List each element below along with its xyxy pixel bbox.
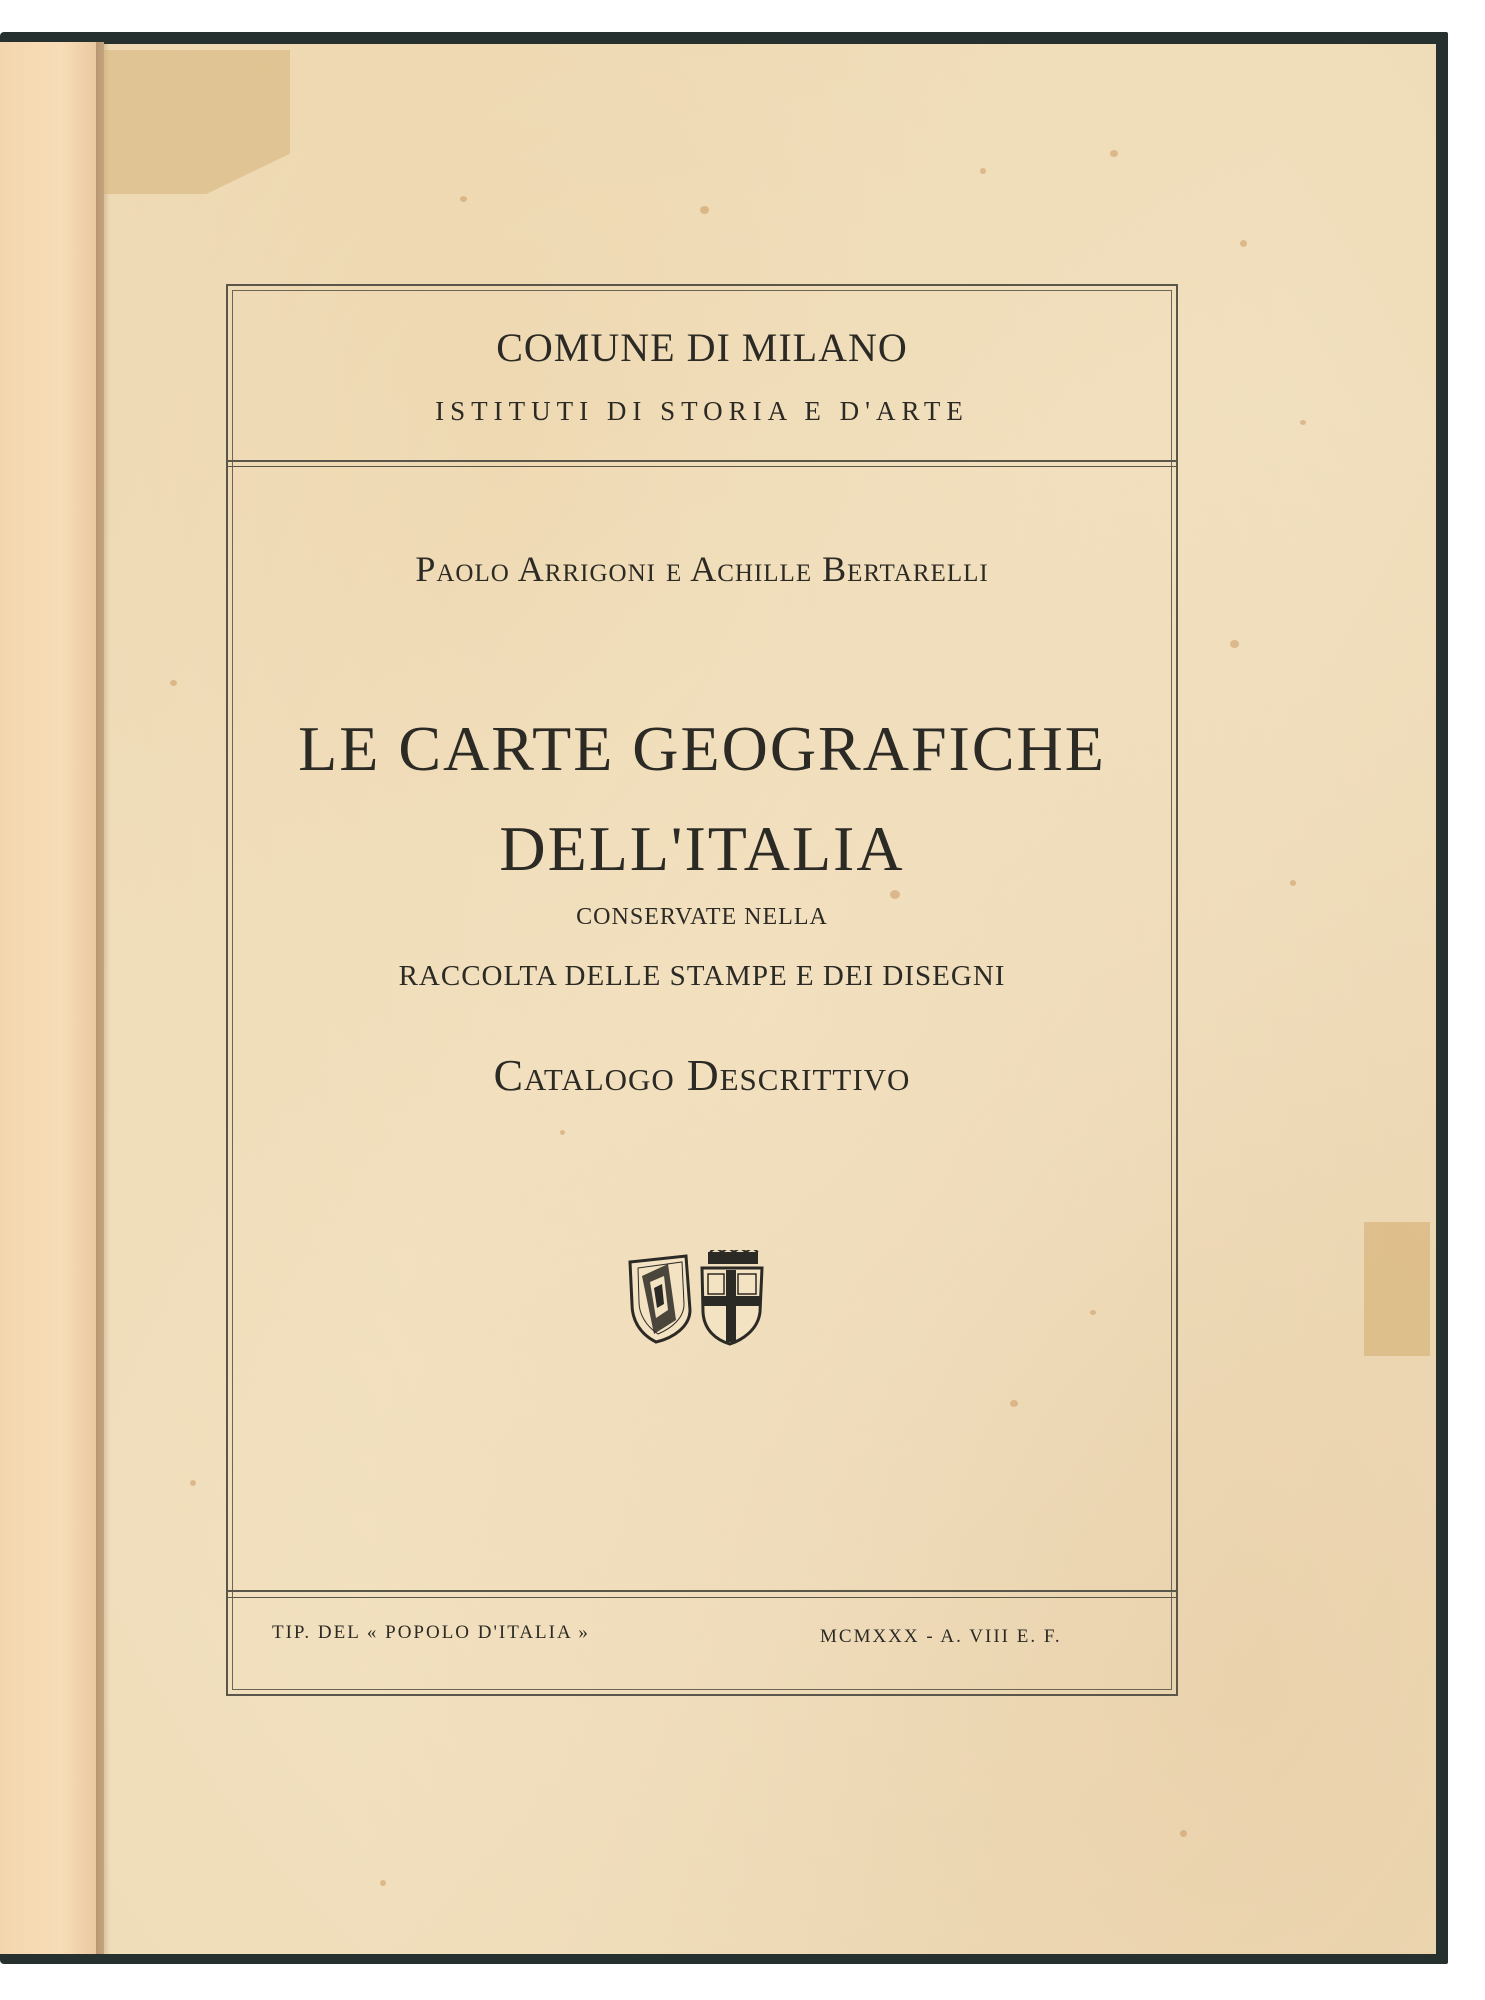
institution-name: COMUNE DI MILANO	[496, 325, 908, 370]
catalog-label: Catalogo Descrittivo	[493, 1051, 911, 1100]
foxing-spot	[1240, 240, 1247, 247]
foxing-spot	[380, 1880, 386, 1886]
foxing-spot	[1290, 880, 1296, 886]
subtitle-line-2: RACCOLTA DELLE STAMPE E DEI DISEGNI	[398, 960, 1006, 992]
foxing-spot	[700, 206, 709, 214]
header-divider-second	[228, 466, 1176, 467]
foxing-spot	[980, 168, 986, 174]
header-divider	[228, 460, 1176, 462]
foxing-spot	[170, 680, 177, 686]
right-shield-icon	[702, 1250, 762, 1344]
foxing-spot	[190, 1480, 196, 1486]
tape-stain-right	[1364, 1222, 1430, 1356]
endpaper	[0, 42, 104, 1954]
foxing-spot	[460, 196, 467, 202]
footer-divider	[228, 1590, 1176, 1592]
foxing-spot	[1180, 1830, 1187, 1837]
foxing-spot	[1300, 420, 1306, 425]
foxing-spot	[1230, 640, 1239, 648]
book-title-line-2: DELL'ITALIA	[499, 813, 905, 884]
gutter-shadow	[96, 42, 110, 1954]
left-shield-icon	[630, 1256, 690, 1342]
printer-imprint: TIP. DEL « POPOLO D'ITALIA »	[272, 1622, 590, 1643]
footer-divider-second	[228, 1597, 1176, 1598]
subtitle-line-1: CONSERVATE NELLA	[576, 904, 828, 930]
publication-date: MCMXXX - A. VIII E. F.	[820, 1626, 1062, 1647]
foxing-spot	[1110, 150, 1118, 157]
coats-of-arms-icon	[624, 1250, 766, 1346]
book-title-line-1: LE CARTE GEOGRAFICHE	[298, 713, 1106, 784]
department-name: ISTITUTI DI STORIA E D'ARTE	[435, 396, 969, 426]
authors-line: Paolo Arrigoni e Achille Bertarelli	[415, 549, 989, 589]
